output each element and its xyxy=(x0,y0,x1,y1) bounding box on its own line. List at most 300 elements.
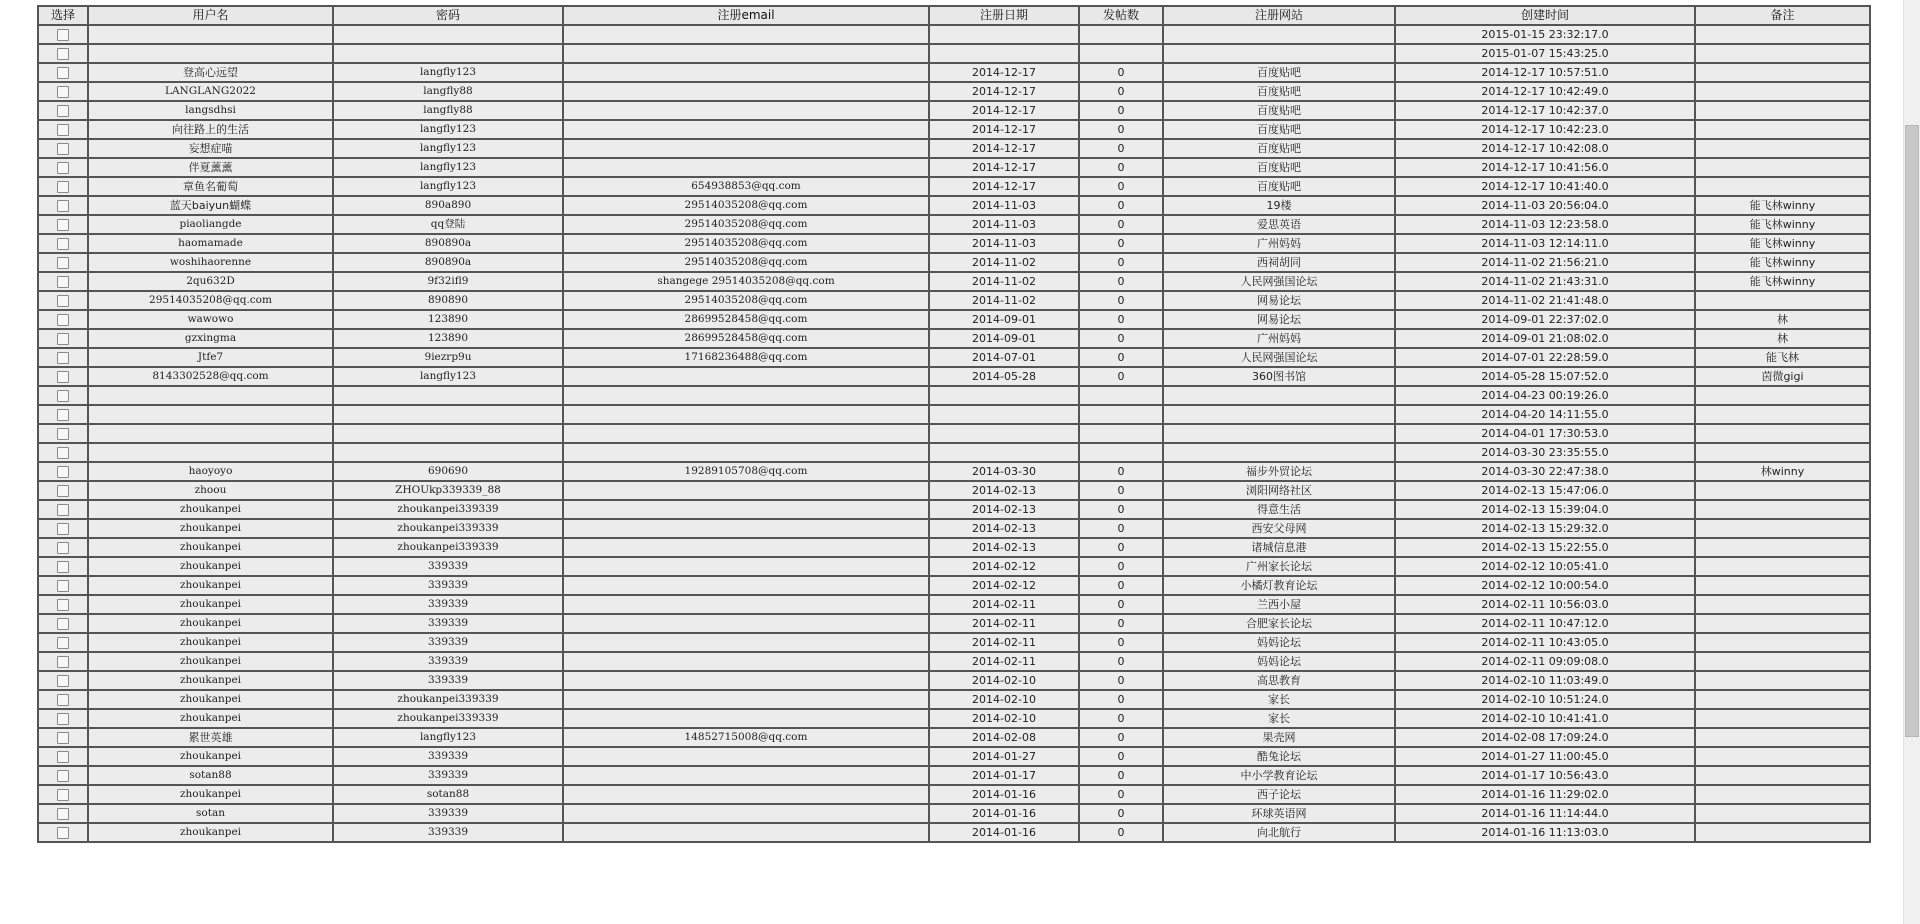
table-row xyxy=(38,462,1870,481)
row-select-checkbox[interactable] xyxy=(57,86,69,98)
post-count-cell: 0 xyxy=(1079,576,1163,595)
row-select-checkbox[interactable] xyxy=(57,580,69,592)
reg-site-cell: 百度贴吧 xyxy=(1163,82,1395,101)
select-cell xyxy=(38,44,88,63)
username-cell: zhoukanpei xyxy=(88,709,333,728)
reg-site-cell: 果壳网 xyxy=(1163,728,1395,747)
email-cell xyxy=(563,443,929,462)
table-header-row xyxy=(38,6,1870,25)
table-row xyxy=(38,272,1870,291)
reg-date-cell: 2014-09-01 xyxy=(929,310,1079,329)
row-select-checkbox[interactable] xyxy=(57,67,69,79)
password-cell: langfly88 xyxy=(333,82,563,101)
reg-date-cell: 2014-11-03 xyxy=(929,196,1079,215)
username-cell: zhoukanpei xyxy=(88,614,333,633)
row-select-checkbox[interactable] xyxy=(57,314,69,326)
email-cell xyxy=(563,614,929,633)
password-cell: 339339 xyxy=(333,557,563,576)
post-count-cell: 0 xyxy=(1079,234,1163,253)
username-cell: 妄想症喵 xyxy=(88,139,333,158)
post-count-cell: 0 xyxy=(1079,310,1163,329)
email-cell: 19289105708@qq.com xyxy=(563,462,929,481)
username-cell xyxy=(88,25,333,44)
select-cell xyxy=(38,253,88,272)
reg-site-cell: 福步外贸论坛 xyxy=(1163,462,1395,481)
select-cell xyxy=(38,348,88,367)
select-cell xyxy=(38,234,88,253)
note-cell xyxy=(1695,671,1870,690)
table-row xyxy=(38,804,1870,823)
note-cell xyxy=(1695,177,1870,196)
reg-site-cell xyxy=(1163,25,1395,44)
password-cell: zhoukanpei339339 xyxy=(333,709,563,728)
table-row xyxy=(38,785,1870,804)
reg-date-cell: 2014-01-16 xyxy=(929,785,1079,804)
reg-date-cell: 2014-11-02 xyxy=(929,253,1079,272)
row-select-checkbox[interactable] xyxy=(57,751,69,763)
select-cell xyxy=(38,690,88,709)
note-cell xyxy=(1695,443,1870,462)
note-cell xyxy=(1695,652,1870,671)
email-cell xyxy=(563,139,929,158)
reg-site-cell: 爱思英语 xyxy=(1163,215,1395,234)
reg-site-cell: 广州妈妈 xyxy=(1163,234,1395,253)
reg-site-cell: 妈妈论坛 xyxy=(1163,652,1395,671)
username-cell: gzxingma xyxy=(88,329,333,348)
reg-date-cell: 2014-01-16 xyxy=(929,823,1079,842)
username-cell: Jtfe7 xyxy=(88,348,333,367)
post-count-cell xyxy=(1079,424,1163,443)
username-cell: woshihaorenne xyxy=(88,253,333,272)
username-cell: 8143302528@qq.com xyxy=(88,367,333,386)
post-count-cell: 0 xyxy=(1079,253,1163,272)
reg-date-cell: 2014-02-08 xyxy=(929,728,1079,747)
created-time-cell: 2014-09-01 22:37:02.0 xyxy=(1395,310,1695,329)
email-cell: 17168236488@qq.com xyxy=(563,348,929,367)
created-time-header: 创建时间 xyxy=(1395,6,1695,25)
select-cell xyxy=(38,595,88,614)
email-cell xyxy=(563,633,929,652)
created-time-cell: 2014-01-16 11:14:44.0 xyxy=(1395,804,1695,823)
password-cell: 890890 xyxy=(333,291,563,310)
select-cell xyxy=(38,367,88,386)
note-cell xyxy=(1695,633,1870,652)
row-select-checkbox[interactable] xyxy=(57,447,69,459)
created-time-cell: 2014-12-17 10:42:49.0 xyxy=(1395,82,1695,101)
row-select-checkbox[interactable] xyxy=(57,504,69,516)
table-row xyxy=(38,25,1870,44)
table-row xyxy=(38,538,1870,557)
password-cell: 339339 xyxy=(333,671,563,690)
reg-date-cell: 2014-09-01 xyxy=(929,329,1079,348)
row-select-checkbox[interactable] xyxy=(57,162,69,174)
email-cell xyxy=(563,652,929,671)
select-cell xyxy=(38,481,88,500)
table-row xyxy=(38,234,1870,253)
table-row xyxy=(38,633,1870,652)
email-cell: 29514035208@qq.com xyxy=(563,196,929,215)
created-time-cell: 2014-02-10 10:41:41.0 xyxy=(1395,709,1695,728)
table-row xyxy=(38,576,1870,595)
table-row xyxy=(38,120,1870,139)
reg-date-cell xyxy=(929,386,1079,405)
password-cell xyxy=(333,44,563,63)
row-select-checkbox[interactable] xyxy=(57,333,69,345)
email-cell xyxy=(563,481,929,500)
select-cell xyxy=(38,139,88,158)
note-cell: 能飞林 xyxy=(1695,348,1870,367)
post-count-cell xyxy=(1079,386,1163,405)
password-cell: 339339 xyxy=(333,652,563,671)
reg-date-header: 注册日期 xyxy=(929,6,1079,25)
note-cell xyxy=(1695,728,1870,747)
password-cell: 339339 xyxy=(333,823,563,842)
created-time-cell: 2014-04-01 17:30:53.0 xyxy=(1395,424,1695,443)
reg-date-cell: 2014-12-17 xyxy=(929,101,1079,120)
created-time-cell: 2014-02-11 09:09:08.0 xyxy=(1395,652,1695,671)
reg-site-cell: 家长 xyxy=(1163,709,1395,728)
email-cell xyxy=(563,500,929,519)
password-cell xyxy=(333,386,563,405)
note-cell xyxy=(1695,481,1870,500)
reg-date-cell: 2014-02-13 xyxy=(929,538,1079,557)
post-count-cell: 0 xyxy=(1079,481,1163,500)
email-cell xyxy=(563,576,929,595)
table-row xyxy=(38,215,1870,234)
password-cell xyxy=(333,443,563,462)
email-cell: shangege 29514035208@qq.com xyxy=(563,272,929,291)
row-select-checkbox[interactable] xyxy=(57,295,69,307)
row-select-checkbox[interactable] xyxy=(57,656,69,668)
reg-site-cell: 网易论坛 xyxy=(1163,310,1395,329)
username-cell: zhoukanpei xyxy=(88,747,333,766)
reg-date-cell: 2014-02-10 xyxy=(929,709,1079,728)
password-cell: zhoukanpei339339 xyxy=(333,519,563,538)
note-cell: 能飞林winny xyxy=(1695,272,1870,291)
table-row xyxy=(38,595,1870,614)
note-cell xyxy=(1695,614,1870,633)
row-select-checkbox[interactable] xyxy=(57,732,69,744)
reg-site-cell: 西安父母网 xyxy=(1163,519,1395,538)
password-cell: 339339 xyxy=(333,804,563,823)
reg-site-cell xyxy=(1163,386,1395,405)
row-select-checkbox[interactable] xyxy=(57,770,69,782)
reg-site-cell: 百度贴吧 xyxy=(1163,139,1395,158)
post-count-cell: 0 xyxy=(1079,557,1163,576)
row-select-checkbox[interactable] xyxy=(57,409,69,421)
post-count-cell: 0 xyxy=(1079,101,1163,120)
note-cell xyxy=(1695,500,1870,519)
row-select-checkbox[interactable] xyxy=(57,561,69,573)
table-row xyxy=(38,728,1870,747)
post-count-cell xyxy=(1079,25,1163,44)
row-select-checkbox[interactable] xyxy=(57,257,69,269)
table-row xyxy=(38,424,1870,443)
accounts-table-container xyxy=(37,5,1869,843)
password-cell: 9f32ifl9 xyxy=(333,272,563,291)
reg-date-cell xyxy=(929,443,1079,462)
scrollbar-thumb[interactable] xyxy=(1905,125,1919,737)
row-select-checkbox[interactable] xyxy=(57,827,69,839)
row-select-checkbox[interactable] xyxy=(57,48,69,60)
username-cell xyxy=(88,386,333,405)
note-cell xyxy=(1695,690,1870,709)
row-select-checkbox[interactable] xyxy=(57,542,69,554)
created-time-cell: 2014-09-01 21:08:02.0 xyxy=(1395,329,1695,348)
row-select-checkbox[interactable] xyxy=(57,371,69,383)
username-cell: 累世英雄 xyxy=(88,728,333,747)
username-cell: 向往路上的生活 xyxy=(88,120,333,139)
row-select-checkbox[interactable] xyxy=(57,29,69,41)
select-cell xyxy=(38,576,88,595)
email-cell xyxy=(563,367,929,386)
created-time-cell: 2014-01-16 11:13:03.0 xyxy=(1395,823,1695,842)
created-time-cell: 2014-02-13 15:39:04.0 xyxy=(1395,500,1695,519)
password-cell: ZHOUkp339339_88 xyxy=(333,481,563,500)
created-time-cell: 2014-02-11 10:47:12.0 xyxy=(1395,614,1695,633)
reg-site-cell: 百度贴吧 xyxy=(1163,120,1395,139)
note-cell xyxy=(1695,63,1870,82)
table-row xyxy=(38,500,1870,519)
row-select-checkbox[interactable] xyxy=(57,808,69,820)
reg-site-header: 注册网站 xyxy=(1163,6,1395,25)
username-cell: zhoukanpei xyxy=(88,557,333,576)
table-row xyxy=(38,310,1870,329)
note-cell xyxy=(1695,766,1870,785)
row-select-checkbox[interactable] xyxy=(57,466,69,478)
created-time-cell: 2015-01-15 23:32:17.0 xyxy=(1395,25,1695,44)
reg-date-cell: 2014-12-17 xyxy=(929,120,1079,139)
username-cell: sotan xyxy=(88,804,333,823)
reg-site-cell: 百度贴吧 xyxy=(1163,158,1395,177)
created-time-cell: 2014-02-13 15:47:06.0 xyxy=(1395,481,1695,500)
note-cell xyxy=(1695,576,1870,595)
username-cell: zhoukanpei xyxy=(88,500,333,519)
created-time-cell: 2014-02-13 15:22:55.0 xyxy=(1395,538,1695,557)
post-count-cell xyxy=(1079,443,1163,462)
reg-date-cell: 2014-11-03 xyxy=(929,234,1079,253)
created-time-cell: 2014-01-27 11:00:45.0 xyxy=(1395,747,1695,766)
created-time-cell: 2014-11-03 20:56:04.0 xyxy=(1395,196,1695,215)
post-count-cell: 0 xyxy=(1079,367,1163,386)
row-select-checkbox[interactable] xyxy=(57,713,69,725)
email-cell xyxy=(563,120,929,139)
username-cell: zhoukanpei xyxy=(88,785,333,804)
reg-date-cell: 2014-02-13 xyxy=(929,500,1079,519)
table-row xyxy=(38,652,1870,671)
note-cell xyxy=(1695,785,1870,804)
row-select-checkbox[interactable] xyxy=(57,789,69,801)
reg-site-cell: 西子论坛 xyxy=(1163,785,1395,804)
note-cell xyxy=(1695,823,1870,842)
created-time-cell: 2014-02-08 17:09:24.0 xyxy=(1395,728,1695,747)
reg-date-cell: 2014-02-11 xyxy=(929,633,1079,652)
note-cell xyxy=(1695,747,1870,766)
email-cell xyxy=(563,63,929,82)
select-cell xyxy=(38,272,88,291)
reg-date-cell: 2014-02-11 xyxy=(929,652,1079,671)
table-row xyxy=(38,139,1870,158)
table-row xyxy=(38,44,1870,63)
password-cell: langfly123 xyxy=(333,63,563,82)
post-count-cell: 0 xyxy=(1079,671,1163,690)
table-row xyxy=(38,367,1870,386)
table-row xyxy=(38,101,1870,120)
select-cell xyxy=(38,177,88,196)
password-cell: 339339 xyxy=(333,595,563,614)
select-cell xyxy=(38,329,88,348)
select-cell xyxy=(38,310,88,329)
table-row xyxy=(38,196,1870,215)
created-time-cell: 2014-12-17 10:57:51.0 xyxy=(1395,63,1695,82)
note-cell xyxy=(1695,386,1870,405)
reg-date-cell xyxy=(929,25,1079,44)
row-select-checkbox[interactable] xyxy=(57,143,69,155)
created-time-cell: 2014-12-17 10:41:56.0 xyxy=(1395,158,1695,177)
email-cell xyxy=(563,25,929,44)
reg-date-cell xyxy=(929,405,1079,424)
password-cell: 890a890 xyxy=(333,196,563,215)
select-cell xyxy=(38,538,88,557)
row-select-checkbox[interactable] xyxy=(57,276,69,288)
username-cell: zhoukanpei xyxy=(88,576,333,595)
select-cell xyxy=(38,63,88,82)
row-select-checkbox[interactable] xyxy=(57,599,69,611)
created-time-cell: 2014-11-02 21:41:48.0 xyxy=(1395,291,1695,310)
row-select-checkbox[interactable] xyxy=(57,181,69,193)
username-cell: 伴夏薰薰 xyxy=(88,158,333,177)
reg-date-cell: 2014-01-16 xyxy=(929,804,1079,823)
reg-site-cell: 网易论坛 xyxy=(1163,291,1395,310)
post-count-cell xyxy=(1079,405,1163,424)
email-cell xyxy=(563,405,929,424)
username-header: 用户名 xyxy=(88,6,333,25)
password-cell: zhoukanpei339339 xyxy=(333,500,563,519)
row-select-checkbox[interactable] xyxy=(57,105,69,117)
row-select-checkbox[interactable] xyxy=(57,352,69,364)
created-time-cell: 2014-12-17 10:42:08.0 xyxy=(1395,139,1695,158)
row-select-checkbox[interactable] xyxy=(57,485,69,497)
username-cell: zhoukanpei xyxy=(88,690,333,709)
username-cell: haoyoyo xyxy=(88,462,333,481)
reg-site-cell xyxy=(1163,443,1395,462)
email-cell xyxy=(563,557,929,576)
post-count-cell: 0 xyxy=(1079,348,1163,367)
reg-site-cell: 人民网强国论坛 xyxy=(1163,348,1395,367)
row-select-checkbox[interactable] xyxy=(57,428,69,440)
row-select-checkbox[interactable] xyxy=(57,390,69,402)
created-time-cell: 2014-11-03 12:14:11.0 xyxy=(1395,234,1695,253)
email-cell: 29514035208@qq.com xyxy=(563,215,929,234)
created-time-cell: 2014-07-01 22:28:59.0 xyxy=(1395,348,1695,367)
post-count-cell: 0 xyxy=(1079,595,1163,614)
created-time-cell: 2014-04-23 00:19:26.0 xyxy=(1395,386,1695,405)
username-cell xyxy=(88,44,333,63)
reg-date-cell: 2014-03-30 xyxy=(929,462,1079,481)
username-cell: LANGLANG2022 xyxy=(88,82,333,101)
reg-date-cell xyxy=(929,44,1079,63)
reg-date-cell: 2014-02-12 xyxy=(929,576,1079,595)
email-cell xyxy=(563,690,929,709)
reg-site-cell: 高思教育 xyxy=(1163,671,1395,690)
username-cell: 章鱼名葡萄 xyxy=(88,177,333,196)
post-count-cell: 0 xyxy=(1079,652,1163,671)
note-cell xyxy=(1695,424,1870,443)
password-cell xyxy=(333,424,563,443)
username-cell: 29514035208@qq.com xyxy=(88,291,333,310)
row-select-checkbox[interactable] xyxy=(57,238,69,250)
row-select-checkbox[interactable] xyxy=(57,219,69,231)
row-select-checkbox[interactable] xyxy=(57,675,69,687)
password-cell: langfly123 xyxy=(333,139,563,158)
created-time-cell: 2014-02-10 11:03:49.0 xyxy=(1395,671,1695,690)
password-cell: 123890 xyxy=(333,310,563,329)
reg-date-cell: 2014-01-17 xyxy=(929,766,1079,785)
note-cell: 能飞林winny xyxy=(1695,234,1870,253)
table-row xyxy=(38,348,1870,367)
post-count-header: 发帖数 xyxy=(1079,6,1163,25)
username-cell: 登高心远望 xyxy=(88,63,333,82)
reg-site-cell: 得意生活 xyxy=(1163,500,1395,519)
password-cell: langfly123 xyxy=(333,367,563,386)
username-cell xyxy=(88,443,333,462)
row-select-checkbox[interactable] xyxy=(57,618,69,630)
select-cell xyxy=(38,405,88,424)
created-time-cell: 2014-02-11 10:56:03.0 xyxy=(1395,595,1695,614)
password-cell: 123890 xyxy=(333,329,563,348)
post-count-cell: 0 xyxy=(1079,196,1163,215)
reg-date-cell: 2014-02-12 xyxy=(929,557,1079,576)
row-select-checkbox[interactable] xyxy=(57,694,69,706)
row-select-checkbox[interactable] xyxy=(57,124,69,136)
reg-date-cell: 2014-12-17 xyxy=(929,139,1079,158)
select-cell xyxy=(38,215,88,234)
password-header: 密码 xyxy=(333,6,563,25)
select-cell xyxy=(38,519,88,538)
row-select-checkbox[interactable] xyxy=(57,637,69,649)
row-select-checkbox[interactable] xyxy=(57,200,69,212)
post-count-cell: 0 xyxy=(1079,500,1163,519)
table-row xyxy=(38,709,1870,728)
username-cell: zhoou xyxy=(88,481,333,500)
table-row xyxy=(38,386,1870,405)
row-select-checkbox[interactable] xyxy=(57,523,69,535)
created-time-cell: 2014-02-12 10:00:54.0 xyxy=(1395,576,1695,595)
post-count-cell: 0 xyxy=(1079,82,1163,101)
post-count-cell: 0 xyxy=(1079,177,1163,196)
reg-site-cell: 百度贴吧 xyxy=(1163,63,1395,82)
note-cell: 林 xyxy=(1695,329,1870,348)
password-cell: langfly88 xyxy=(333,101,563,120)
password-cell: qq登陆 xyxy=(333,215,563,234)
created-time-cell: 2014-12-17 10:41:40.0 xyxy=(1395,177,1695,196)
password-cell: 339339 xyxy=(333,747,563,766)
note-cell: 能飞林winny xyxy=(1695,215,1870,234)
password-cell: langfly123 xyxy=(333,728,563,747)
select-cell xyxy=(38,424,88,443)
created-time-cell: 2014-01-16 11:29:02.0 xyxy=(1395,785,1695,804)
created-time-cell: 2014-02-12 10:05:41.0 xyxy=(1395,557,1695,576)
select-cell xyxy=(38,82,88,101)
email-cell xyxy=(563,424,929,443)
email-cell: 14852715008@qq.com xyxy=(563,728,929,747)
username-cell: langsdhsi xyxy=(88,101,333,120)
password-cell: sotan88 xyxy=(333,785,563,804)
select-cell xyxy=(38,709,88,728)
post-count-cell xyxy=(1079,44,1163,63)
email-cell: 29514035208@qq.com xyxy=(563,234,929,253)
email-cell xyxy=(563,785,929,804)
